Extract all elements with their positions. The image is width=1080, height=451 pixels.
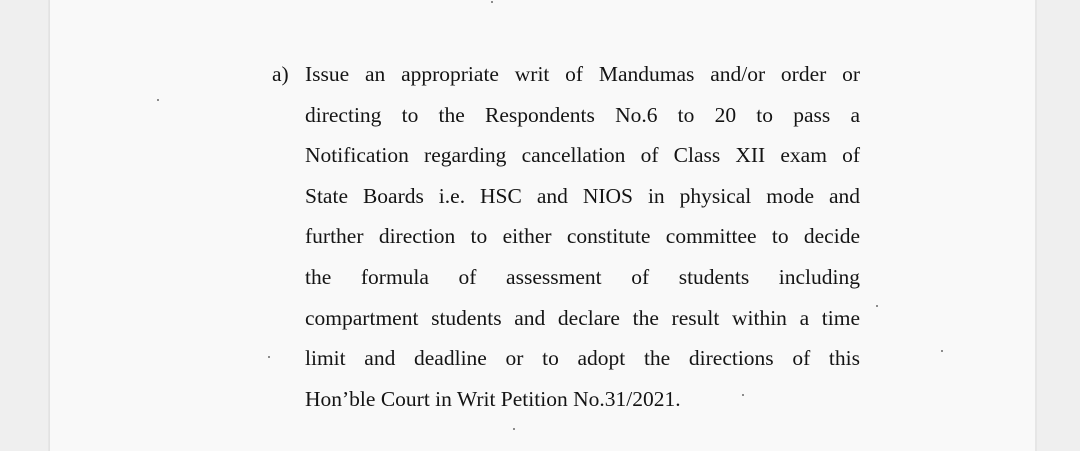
scan-speck: [491, 1, 493, 3]
clause-line-7: compartment students and declare the result within a time: [305, 305, 860, 330]
clause-line-8: limit and deadline or to adopt the directions of this: [305, 346, 860, 371]
clause-line-9: Hon’ble Court in Writ Petition No.31/2021.: [305, 386, 681, 411]
scan-speck: [268, 356, 270, 358]
clause-line-1: Issue an appropriate writ of Mandumas and/or order or: [305, 62, 860, 86]
clause-line-3: Notification regarding cancellation of Class XII exam of: [305, 143, 860, 168]
scan-speck: [941, 350, 943, 352]
page-edge-right: [1035, 0, 1037, 451]
clause-line-4: State Boards i.e. HSC and NIOS in physical mode and: [305, 183, 860, 208]
scan-speck: [876, 305, 878, 307]
clause-line-6: the formula of assessment of students including: [305, 264, 860, 289]
clause-marker: a): [272, 62, 289, 86]
scan-speck: [157, 99, 159, 101]
clause-line-5: further direction to either constitute committee to decide: [305, 224, 860, 249]
scan-speck: [742, 394, 744, 396]
clause-line-2: directing to the Respondents No.6 to 20 to pass a: [305, 102, 860, 127]
clause-text: [305, 54, 860, 419]
scan-speck: [513, 428, 515, 430]
